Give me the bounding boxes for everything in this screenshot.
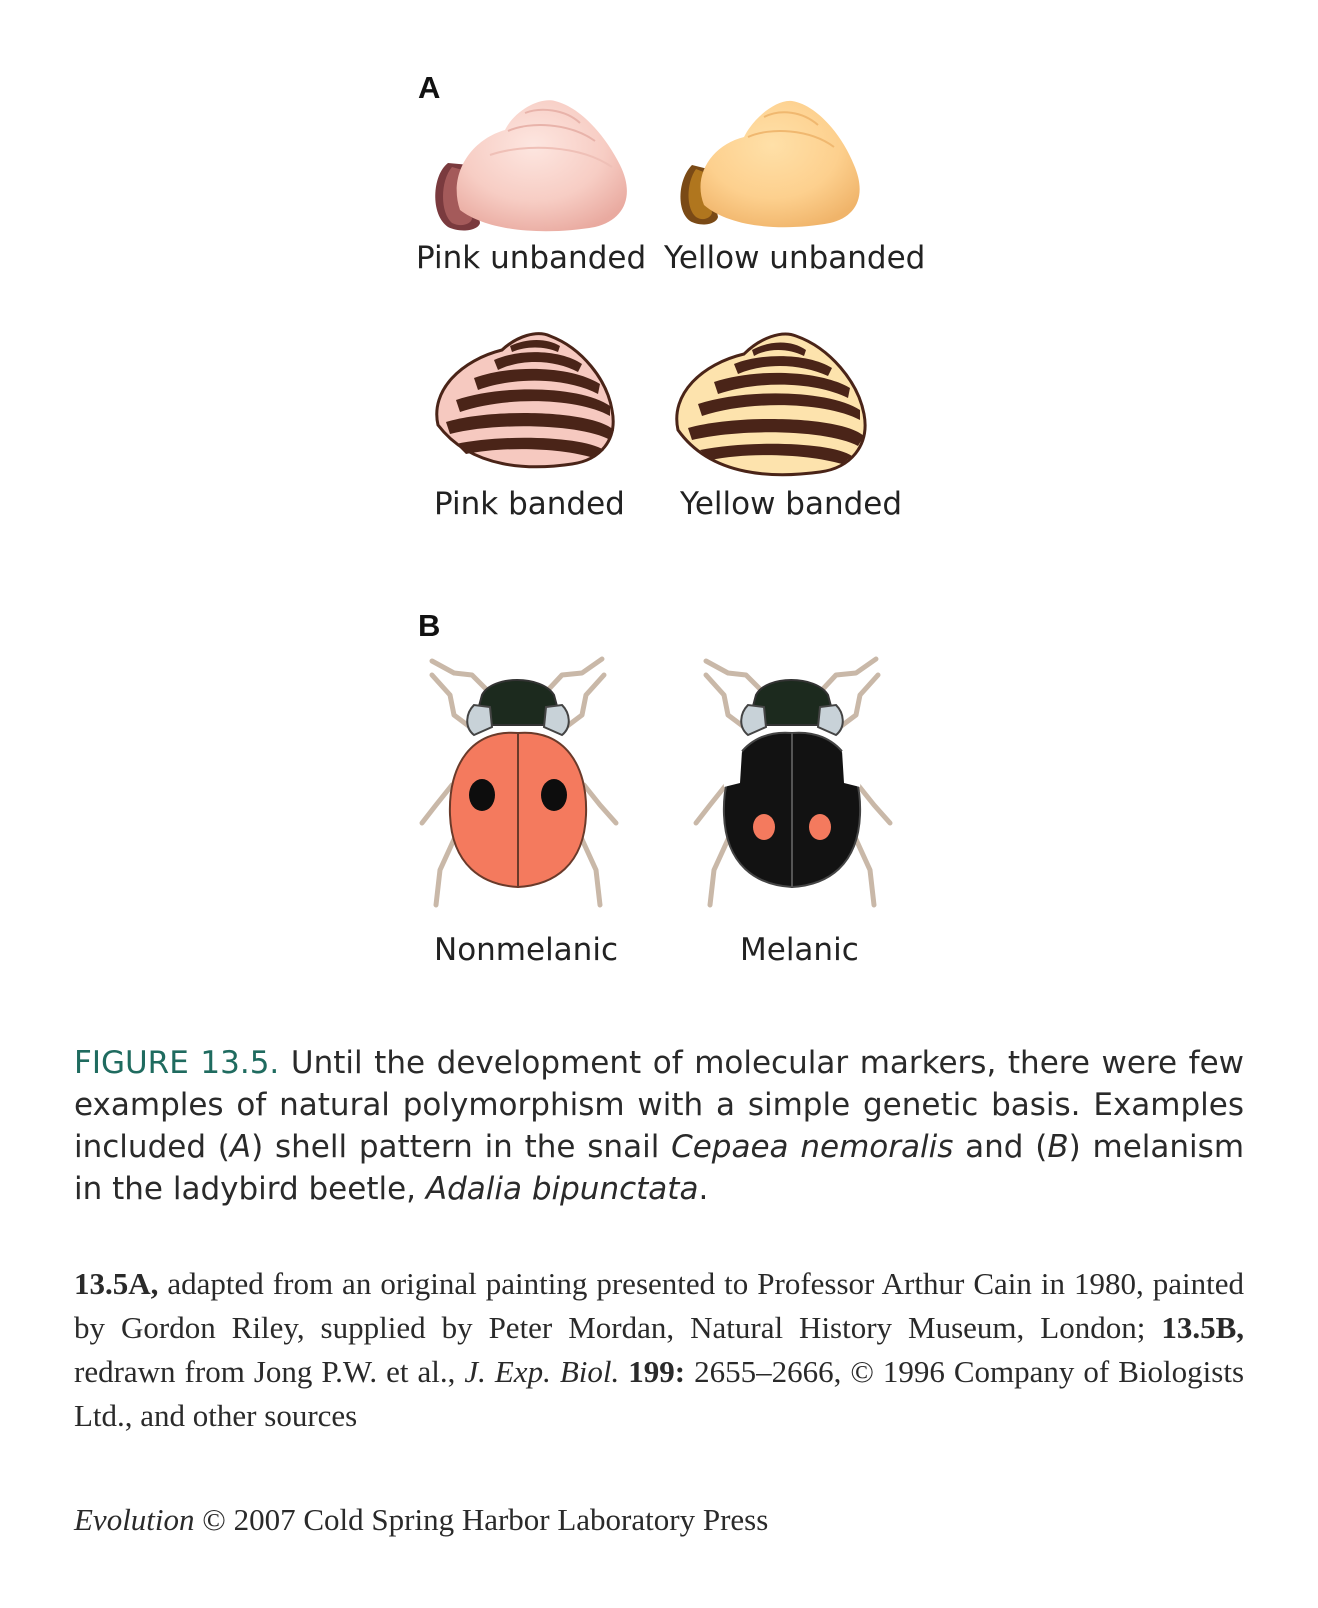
panel-b-letter: B <box>418 608 441 643</box>
caption-text: and ( <box>953 1129 1048 1165</box>
panel-a-letter: A <box>418 70 441 105</box>
caption-a-ref: A <box>229 1129 252 1165</box>
caption-text: . <box>698 1171 709 1207</box>
journal-name: J. Exp. Biol. <box>464 1354 620 1389</box>
pink-banded-snail <box>432 330 622 470</box>
yellow-unbanded-label: Yellow unbanded <box>664 240 926 276</box>
credit-ref-b: 13.5B, <box>1161 1310 1244 1345</box>
yellow-banded-label: Yellow banded <box>680 486 903 522</box>
nonmelanic-label: Nonmelanic <box>434 932 618 968</box>
caption-text: ) shell pattern in the snail <box>251 1129 672 1165</box>
caption-text: ) melanism in the ladybird beetle, <box>74 1129 1245 1207</box>
credit-text <box>619 1354 628 1389</box>
melanic-label: Melanic <box>740 932 859 968</box>
nonmelanic-ladybird <box>412 655 632 935</box>
pink-unbanded-snail <box>430 95 640 235</box>
copyright-text: © 2007 Cold Spring Harbor Laboratory Press <box>194 1502 769 1537</box>
beetle-species-name: Adalia bipunctata <box>425 1171 699 1207</box>
credit-text: adapted from an original painting presented to Professor Arthur Cain in 1980, painted by Gordon Riley, supplied by Peter Mordan, Natural History Museum, London; <box>74 1266 1244 1345</box>
figure-credits <box>74 1262 1244 1438</box>
credit-ref-a: 13.5A, <box>74 1266 159 1301</box>
caption-b-ref: B <box>1047 1129 1069 1165</box>
pink-unbanded-label: Pink unbanded <box>416 240 647 276</box>
yellow-unbanded-snail <box>672 95 882 235</box>
journal-volume: 199: <box>628 1354 686 1389</box>
pink-banded-label: Pink banded <box>434 486 625 522</box>
melanic-ladybird <box>686 655 906 935</box>
credit-text: 2655–2666, © 1996 Company of Biologists Ltd., and other sources <box>74 1354 1245 1433</box>
yellow-banded-snail <box>672 330 872 480</box>
figure-number: FIGURE 13.5. <box>74 1045 280 1081</box>
figure-caption <box>74 1042 1244 1210</box>
book-title: Evolution <box>74 1502 195 1537</box>
copyright-footer <box>74 1502 768 1538</box>
caption-text: Until the development of molecular markers, there were few examples of natural polymorphism with a simple genetic basis. Examples included ( <box>74 1045 1244 1165</box>
credit-text: redrawn from Jong P.W. et al., <box>74 1354 465 1389</box>
snail-species-name: Cepaea nemoralis <box>671 1129 954 1165</box>
